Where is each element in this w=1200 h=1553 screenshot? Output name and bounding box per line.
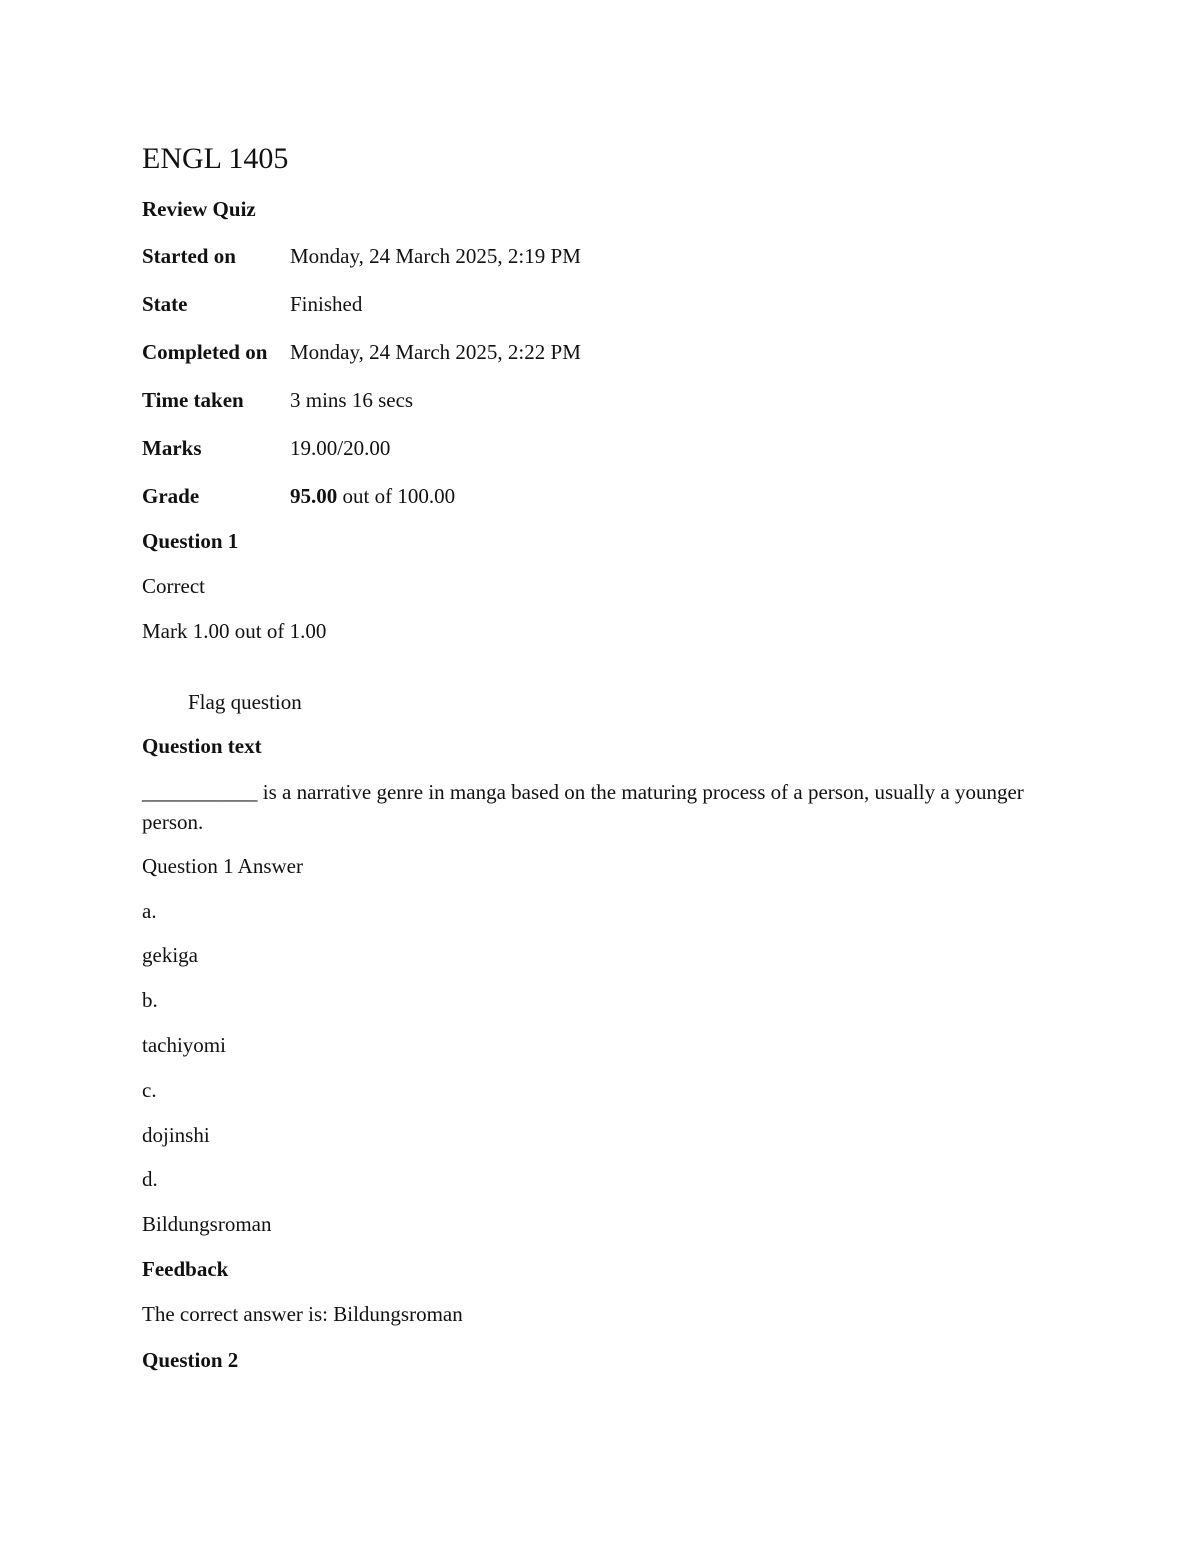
option-c-text[interactable]: dojinshi (142, 1123, 210, 1147)
flag-question-link[interactable]: Flag question (188, 690, 302, 714)
feedback-text: The correct answer is: Bildungsroman (142, 1302, 463, 1326)
summary-label: Marks (142, 436, 202, 460)
feedback-heading: Feedback (142, 1257, 229, 1281)
option-d-letter: d. (142, 1167, 158, 1191)
course-title: ENGL 1405 (142, 142, 289, 175)
question-1-answer-heading: Question 1 Answer (142, 854, 303, 878)
option-a-letter: a. (142, 899, 157, 923)
quiz-subtitle: Review Quiz (142, 197, 256, 221)
option-b-letter: b. (142, 988, 158, 1012)
summary-label: State (142, 292, 188, 316)
summary-label: Started on (142, 244, 236, 268)
question-1-mark: Mark 1.00 out of 1.00 (142, 619, 327, 643)
option-a-text[interactable]: gekiga (142, 943, 198, 967)
summary-label: Time taken (142, 388, 244, 412)
summary-label: Grade (142, 484, 200, 508)
question-2-heading: Question 2 (142, 1348, 239, 1372)
question-1-heading: Question 1 (142, 529, 239, 553)
option-b-text[interactable]: tachiyomi (142, 1033, 226, 1057)
summary-label: Completed on (142, 340, 268, 364)
summary-value: Monday, 24 March 2025, 2:19 PM (290, 244, 581, 268)
summary-value: Finished (290, 292, 363, 316)
question-text-heading: Question text (142, 734, 262, 758)
question-1-status: Correct (142, 574, 205, 598)
question-1-text: ___________ is a narrative genre in manga based on the maturing process of a person, usually a younger person. (142, 780, 1024, 834)
summary-value: 19.00/20.00 (290, 436, 391, 460)
option-c-letter: c. (142, 1078, 157, 1102)
grade-suffix: out of 100.00 (337, 484, 456, 508)
summary-value: Monday, 24 March 2025, 2:22 PM (290, 340, 581, 364)
grade-score: 95.00 (290, 484, 338, 508)
summary-value: 3 mins 16 secs (290, 388, 414, 412)
summary-value (290, 484, 455, 509)
option-d-text[interactable]: Bildungsroman (142, 1212, 272, 1236)
